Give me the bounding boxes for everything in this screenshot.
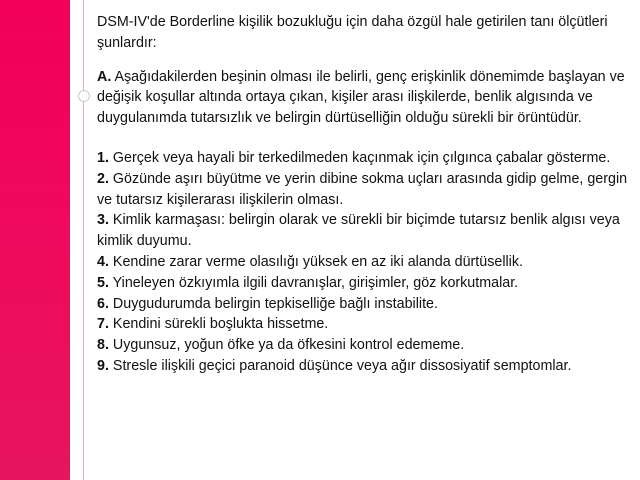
criteria-text: Yineleyen özkıyımla ilgili davranışlar, girişimler, göz korkutmalar. bbox=[112, 274, 519, 291]
criteria-text: Kimlik karmaşası: belirgin olarak ve sürekli bir biçimde tutarsız benlik algısı veya kimlik duyumu. bbox=[97, 212, 620, 250]
criteria-text: Duygudurumda belirgin tepkiselliğe bağlı instabilite. bbox=[112, 295, 438, 312]
criteria-item-8 bbox=[97, 335, 632, 356]
criteria-list bbox=[97, 148, 632, 377]
criteria-item-1 bbox=[97, 148, 632, 169]
criteria-number: 9. bbox=[97, 357, 109, 374]
criteria-number: 7. bbox=[97, 316, 109, 333]
section-a-label: A. bbox=[97, 68, 112, 85]
criteria-item-4 bbox=[97, 252, 632, 273]
intro-text: DSM-IV'de Borderline kişilik bozukluğu için daha özgül hale getirilen tanı ölçütleri şunlardır: bbox=[97, 14, 608, 51]
criteria-item-3 bbox=[97, 210, 632, 252]
section-a-text: Aşağıdakilerden beşinin olması ile belirli, genç erişkinlik dönemimde başlayan ve değişik koşullar altında ortaya çıkan, kişiler arası ilişkilerde, benlik algısında ve duygulanımda tutarsızlık ve belirgin dürtüselliğin olduğu sürekli bir örüntüdür. bbox=[97, 68, 625, 127]
pink-sidebar bbox=[0, 0, 70, 480]
section-a-paragraph bbox=[97, 67, 632, 129]
criteria-item-7 bbox=[97, 314, 632, 335]
criteria-number: 2. bbox=[97, 170, 109, 187]
criteria-number: 4. bbox=[97, 253, 109, 270]
criteria-number: 6. bbox=[97, 295, 109, 312]
criteria-text: Kendini sürekli boşlukta hissetme. bbox=[112, 316, 329, 333]
vertical-divider-line bbox=[83, 0, 84, 480]
criteria-text: Stresle ilişkili geçici paranoid düşünce veya ağır dissosiyatif semptomlar. bbox=[112, 357, 572, 374]
criteria-number: 3. bbox=[97, 212, 109, 229]
criteria-text: Kendine zarar verme olasılığı yüksek en az iki alanda dürtüsellik. bbox=[112, 253, 523, 270]
criteria-text: Gerçek veya hayali bir terkedilmeden kaçınmak için çılgınca çabalar gösterme. bbox=[112, 149, 611, 166]
criteria-item-5 bbox=[97, 273, 632, 294]
slide-body bbox=[97, 12, 632, 377]
criteria-item-2 bbox=[97, 169, 632, 211]
circle-ornament-icon bbox=[78, 90, 90, 102]
criteria-item-9 bbox=[97, 356, 632, 377]
criteria-number: 1. bbox=[97, 149, 109, 166]
criteria-number: 8. bbox=[97, 337, 109, 354]
criteria-text: Gözünde aşırı büyütme ve yerin dibine sokma uçları arasında gidip gelme, gergin ve tutarsız kişilerarası ilişkilerin olması. bbox=[97, 170, 628, 208]
criteria-text: Uygunsuz, yoğun öfke ya da öfkesini kontrol edememe. bbox=[112, 337, 465, 354]
criteria-number: 5. bbox=[97, 274, 109, 291]
criteria-item-6 bbox=[97, 294, 632, 315]
